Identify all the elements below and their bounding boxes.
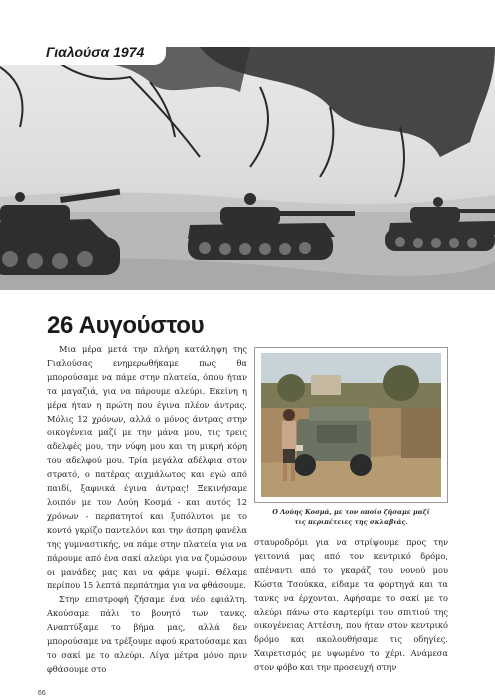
boy-with-jeep-photo	[254, 347, 448, 503]
section-tab	[0, 39, 166, 65]
page-number: 66	[38, 690, 46, 697]
right-paragraph-1: σταυροδρόμι για να στρίψουμε προς την γειτονιά μας από τον κεντρικό δρόμο, απέναντι από το γκαράζ του νονού μου Κώστα Τσούκκα, είδαμε τα φορτηγά και τα τανκς να έρχονται. Αφήσαμε το σακί με το αλεύρι πάνω στο καρτερίμι του σπιτιού της οικογένειας Αττέσιη, που ήταν στον κεντρικό δρόμο και ακολουθήσαμε τις οδηγίες. Χαιρετισμός με υψωμένο το χέρι. Ανάμεσα στον φόβο και την προσευχή στην	[254, 537, 448, 673]
chapter-title: 26 Αυγούστου	[47, 312, 205, 339]
left-text-column	[47, 343, 247, 677]
photo-caption	[254, 507, 448, 527]
hero-photo-tanks	[0, 47, 495, 290]
section-title: Γιαλούσα 1974	[46, 44, 145, 60]
left-paragraph-1: Μια μέρα μετά την πλήρη κατάληψη της Γιαλούσας ενημερωθήκαμε πως θα μπορούσαμε να πάμε στην πλατεία, όπου ήταν τα μαγαζιά, για να πάρουμε αλεύρι. Εκείνη η μέρα ήταν η πρώτη που έγινα πλέον άντρας. Μόλις 12 χρόνων, αλλά ο μόνος άντρας στην οικογένεια μαζί με την μάνα μου, τις τρεις αδελφές μου, την νύφη μου και τη μικρή κόρη του αδελφού μου. Τρία μεγάλα αδέλφια στον στρατό, ο πατέρας αιχμάλωτος και εγώ από παιδί, ξαφνικά έγινα άντρας! Ξεκινήσαμε λοιπόν με τον Λούη Κοσμά - και αυτός 12 χρόνων - περπατητοί και ξυπόλυτοι με το κοντό γκρίζο παντελόνι και την άσπρη φανέλα της γυμναστικής, να πάμε στην πλατεία για να πάρουμε από ένα σακί αλεύρι για να ζυμώσουν οι μανάδες μας και να φάμε ψωμί. Θέλαμε περίπου 15 λεπτά περπάτημα για να φθάσουμε.	[47, 344, 247, 591]
caption-line-1: Ο Λούης Κοσμά, με τον οποίο ζήσαμε μαζί	[272, 508, 430, 516]
left-paragraph-2: Στην επιστροφή ζήσαμε ένα νέο εφιάλτη. Ακούσαμε πάλι το βουητό των τανκς. Αναπτύξαμε το βήμα μας, αλλά δεν μπορούσαμε να τρέξουμε αφού κρατούσαμε και το σακί με το αλεύρι. Λίγα μέτρα μόνο πριν φθάσουμε στο	[47, 594, 247, 674]
caption-line-2: τις περιπέτειες της σκλαβιάς.	[294, 518, 408, 526]
right-text-column	[254, 536, 448, 675]
